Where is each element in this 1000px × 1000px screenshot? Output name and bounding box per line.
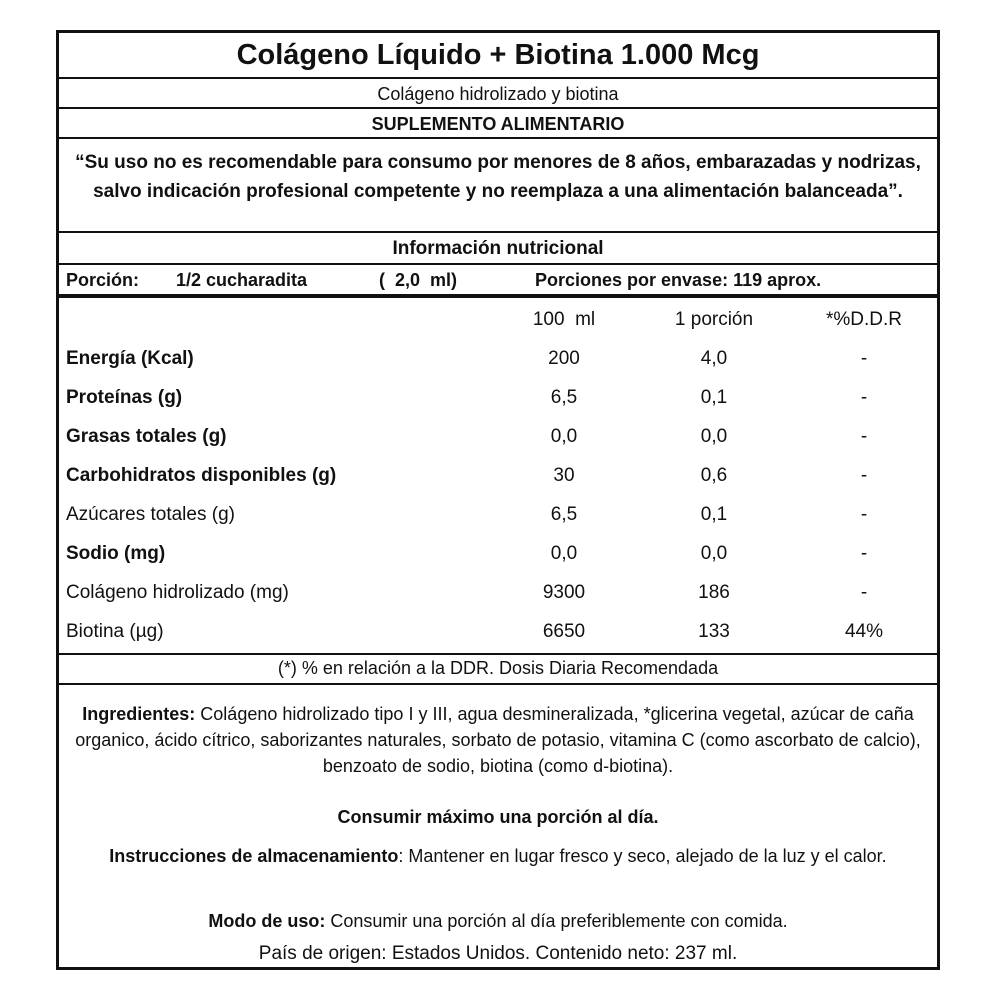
table-row	[59, 458, 937, 497]
row-ddr: -	[860, 582, 868, 603]
portions-per-container: Porciones por envase: 119 aprox.	[535, 270, 822, 290]
row-label: Biotina (µg)	[66, 621, 164, 642]
row-ddr: -	[860, 387, 868, 408]
row-per100: 30	[553, 465, 575, 486]
nutrition-table	[59, 302, 937, 652]
ingredients-paragraph	[67, 701, 929, 779]
nutrition-header: Información nutricional	[59, 231, 937, 263]
origin-text: País de origen: Estados Unidos. Contenido neto: 237 ml.	[258, 943, 738, 964]
row-label: Energía (Kcal)	[66, 348, 194, 369]
column-per-portion: 1 porción	[674, 309, 754, 330]
column-per100: 100 ml	[532, 309, 596, 330]
storage-text: : Mantener en lugar fresco y seco, alejado de la luz y el calor.	[398, 846, 887, 866]
row-per100: 6,5	[550, 387, 578, 408]
row-label: Carbohidratos disponibles (g)	[66, 465, 337, 486]
portion-amount: 1/2 cucharadita	[176, 270, 308, 290]
portion-volume: ( 2,0 ml)	[379, 270, 458, 290]
row-per100: 9300	[542, 582, 586, 603]
table-row	[59, 536, 937, 575]
row-label: Grasas totales (g)	[66, 426, 227, 447]
storage-label: Instrucciones de almacenamiento	[109, 846, 399, 866]
row-per-portion: 0,0	[700, 426, 728, 447]
max-portion-note: Consumir máximo una porción al día.	[337, 807, 659, 827]
row-per-portion: 4,0	[700, 348, 728, 369]
portion-row	[59, 263, 937, 298]
row-ddr: -	[860, 504, 868, 525]
row-per-portion: 0,1	[700, 504, 728, 525]
row-ddr: -	[860, 465, 868, 486]
row-label: Azúcares totales (g)	[66, 504, 235, 525]
row-label: Colágeno hidrolizado (mg)	[66, 582, 289, 603]
row-per100: 0,0	[550, 426, 578, 447]
warning-text: “Su uso no es recomendable para consumo por menores de 8 años, embarazadas y nodrizas, salvo indicación profesional competente y no reemplaza a una alimentación balanceada”.	[59, 137, 937, 231]
table-row	[59, 341, 937, 380]
row-per-portion: 133	[698, 621, 730, 642]
ingredients-text: Colágeno hidrolizado tipo I y III, agua desmineralizada, *glicerina vegetal, azúcar de caña organico, ácido cítrico, saborizantes naturales, sorbato de potasio, vitamina C (como ascorbato de calcio), benzoato de sodio, biotina (como d-biotina).	[75, 704, 921, 776]
row-ddr: -	[860, 348, 868, 369]
portion-label: Porción:	[66, 270, 140, 290]
table-row	[59, 575, 937, 614]
table-row	[59, 419, 937, 458]
row-per-portion: 0,0	[700, 543, 728, 564]
row-label: Proteínas (g)	[66, 387, 183, 408]
row-per-portion: 0,1	[700, 387, 728, 408]
nutrition-label	[56, 30, 940, 970]
row-ddr: -	[860, 543, 868, 564]
usage-label: Modo de uso:	[208, 911, 326, 931]
product-title: Colágeno Líquido + Biotina 1.000 Mcg	[236, 39, 760, 71]
ddr-note: (*) % en relación a la DDR. Dosis Diaria Recomendada	[59, 653, 937, 683]
product-subtitle: Colágeno hidrolizado y biotina	[59, 77, 937, 107]
usage-paragraph	[67, 908, 929, 934]
row-per100: 0,0	[550, 543, 578, 564]
row-ddr: -	[860, 426, 868, 447]
row-per100: 6,5	[550, 504, 578, 525]
storage-paragraph	[67, 843, 929, 869]
table-header-row	[59, 302, 937, 341]
row-per-portion: 186	[698, 582, 730, 603]
supplement-label: SUPLEMENTO ALIMENTARIO	[59, 107, 937, 137]
row-label: Sodio (mg)	[66, 543, 166, 564]
row-per100: 200	[548, 348, 580, 369]
table-row	[59, 380, 937, 419]
ingredients-label: Ingredientes:	[82, 704, 196, 724]
footer-section	[59, 683, 937, 967]
row-ddr: 44%	[844, 621, 884, 642]
row-per-portion: 0,6	[700, 465, 728, 486]
table-row	[59, 497, 937, 536]
column-ddr: *%D.D.R	[825, 309, 902, 330]
usage-text: Consumir una porción al día preferiblemente con comida.	[325, 911, 788, 931]
row-per100: 6650	[542, 621, 586, 642]
table-row	[59, 614, 937, 653]
